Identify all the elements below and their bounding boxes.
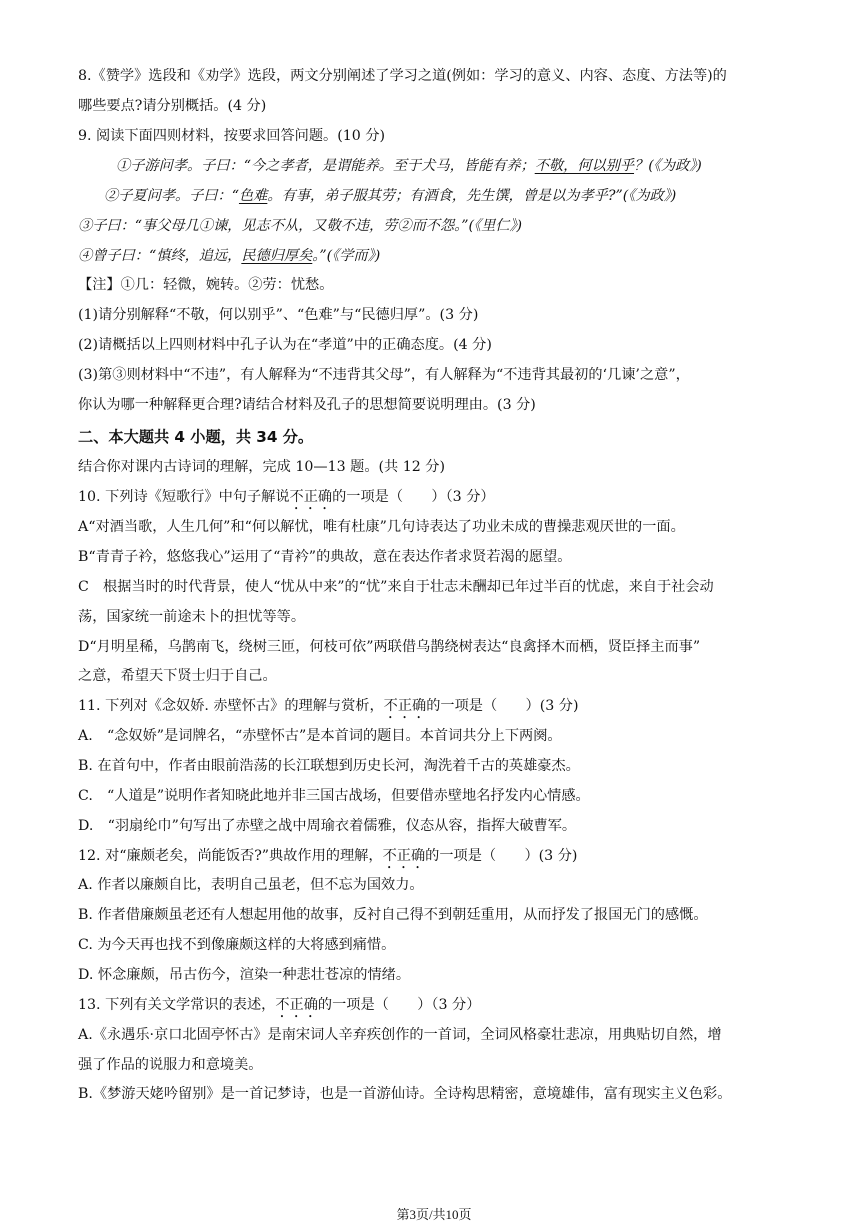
q8-line1: 8.《赞学》选段和《劝学》选段，两文分别阐述了学习之道(例如：学习的意义、内容、态度、方法等)的 — [78, 68, 727, 84]
q13-option-b: B.《梦游天姥吟留别》是一首记梦诗，也是一首游仙诗。全诗构思精密，意境雄伟，富有现实主义色彩。 — [78, 1086, 732, 1102]
q10-stem: 10. 下列诗《短歌行》中句子解说不正确的一项是（ ）（3 分） — [78, 489, 495, 505]
q13-stem: 13. 下列有关文学常识的表述，不正确的一项是（ ）（3 分） — [78, 997, 481, 1013]
q9-m1-underlined: 不敬，何以别乎 — [534, 158, 635, 174]
section2-heading: 二、本大题共 4 小题，共 34 分。 — [78, 428, 314, 446]
q9-title: 9. 阅读下面四则材料，按要求回答问题。(10 分) — [78, 128, 386, 144]
page-footer: 第3页/共10页 — [396, 1207, 472, 1222]
q9-material-1: ①子游问孝。子曰：“今之孝者，是谓能养。至于犬马，皆能有养；不敬，何以别乎？(《为政》) — [116, 158, 702, 174]
q9-m4-underlined: 民德归厚矣 — [241, 248, 313, 264]
q13-emphasis: 不正确 — [275, 997, 318, 1013]
q9-material-2: ②子夏问孝。子曰：“色难。有事，弟子服其劳；有酒食，先生馔，曾是以为孝乎?”(《为政》) — [104, 188, 677, 204]
q9-sub2: (2)请概括以上四则材料中孔子认为在“孝道”中的正确态度。(4 分) — [78, 337, 492, 353]
q9-sub3-line2: 你认为哪一种解释更合理?请结合材料及孔子的思想简要说明理由。(3 分) — [78, 397, 536, 413]
q12-option-c: C. 为今天再也找不到像廉颇这样的大将感到痛惜。 — [78, 937, 396, 953]
q10-emphasis: 不正确 — [289, 489, 333, 505]
q10-option-b: B“青青子衿，悠悠我心”运用了“青衿”的典故，意在表达作者求贤若渴的愿望。 — [78, 549, 572, 565]
q11-emphasis: 不正确 — [383, 698, 427, 714]
q12-option-a: A. 作者以廉颇自比，表明自己虽老，但不忘为国效力。 — [78, 877, 424, 893]
q9-sub1: (1)请分别解释“不敬，何以别乎”、“色难”与“民德归厚”。(3 分) — [78, 307, 479, 323]
q10-option-a: A“对酒当歌，人生几何”和“何以解忧，唯有杜康”几句诗表达了功业未成的曹操悲观厌世的一面。 — [78, 519, 685, 535]
q12-option-b: B. 作者借廉颇虽老还有人想起用他的故事，反衬自己得不到朝廷重用，从而抒发了报国无门的感慨。 — [78, 907, 708, 923]
q9-sub3-line1: (3)第③则材料中“不违”，有人解释为“不违背其父母”，有人解释为“不违背其最初的‘几谏’之意”， — [78, 367, 690, 383]
section2-intro: 结合你对课内古诗词的理解，完成 10—13 题。(共 12 分) — [78, 459, 446, 475]
q10-option-c-line1: C 根据当时的时代背景，使人“忧从中来”的“忧”来自于壮志未酬却已年过半百的忧虑，来自于社会动 — [78, 579, 714, 595]
q9-m2-underlined: 色难 — [238, 188, 268, 204]
q13-option-a-line1: A.《永遇乐·京口北固亭怀古》是南宋词人辛弃疾创作的一首词，全词风格豪壮悲凉，用典贴切自然，增 — [78, 1027, 722, 1043]
q11-option-c: C. “人道是”说明作者知晓此地并非三国古战场，但要借赤壁地名抒发内心情感。 — [78, 788, 590, 804]
q8-line2: 哪些要点?请分别概括。(4 分) — [78, 98, 267, 114]
q10-option-c-line2: 荡，国家统一前途未卜的担忧等等。 — [78, 609, 306, 625]
q9-material-3: ③子曰：“事父母几①谏，见志不从，又敬不违，劳②而不怨。”(《里仁》) — [78, 218, 523, 234]
q12-stem: 12. 对“廉颇老矣，尚能饭否?”典故作用的理解，不正确的一项是（ ）(3 分) — [78, 848, 578, 864]
q11-option-d: D. “羽扇纶巾”句写出了赤壁之战中周瑜衣着儒雅，仪态从容，指挥大破曹军。 — [78, 818, 577, 834]
q10-option-d-line2: 之意，希望天下贤士归于自己。 — [78, 668, 277, 684]
q12-option-d: D. 怀念廉颇，吊古伤今，渲染一种悲壮苍凉的情绪。 — [78, 967, 411, 983]
q10-option-d-line1: D“月明星稀，乌鹊南飞，绕树三匝，何枝可依”两联借乌鹊绕树表达“良禽择木而栖，贤臣择主而事” — [78, 639, 701, 655]
q11-stem: 11. 下列对《念奴娇. 赤壁怀古》的理解与赏析，不正确的一项是（ ）(3 分) — [78, 698, 579, 714]
q13-option-a-line2: 强了作品的说服力和意境美。 — [78, 1057, 263, 1073]
q11-option-b: B. 在首句中，作者由眼前浩荡的长江联想到历史长河，淘洗着千古的英雄豪杰。 — [78, 758, 580, 774]
q9-material-4: ④曾子曰：“慎终，追远，民德归厚矣。”(《学而》) — [78, 248, 381, 264]
q9-note: 【注】①几：轻微，婉转。②劳：忧愁。 — [78, 277, 334, 293]
q12-emphasis: 不正确 — [382, 848, 426, 864]
q11-option-a: A. “念奴娇”是词牌名，“赤壁怀古”是本首词的题目。本首词共分上下两阕。 — [78, 728, 562, 744]
